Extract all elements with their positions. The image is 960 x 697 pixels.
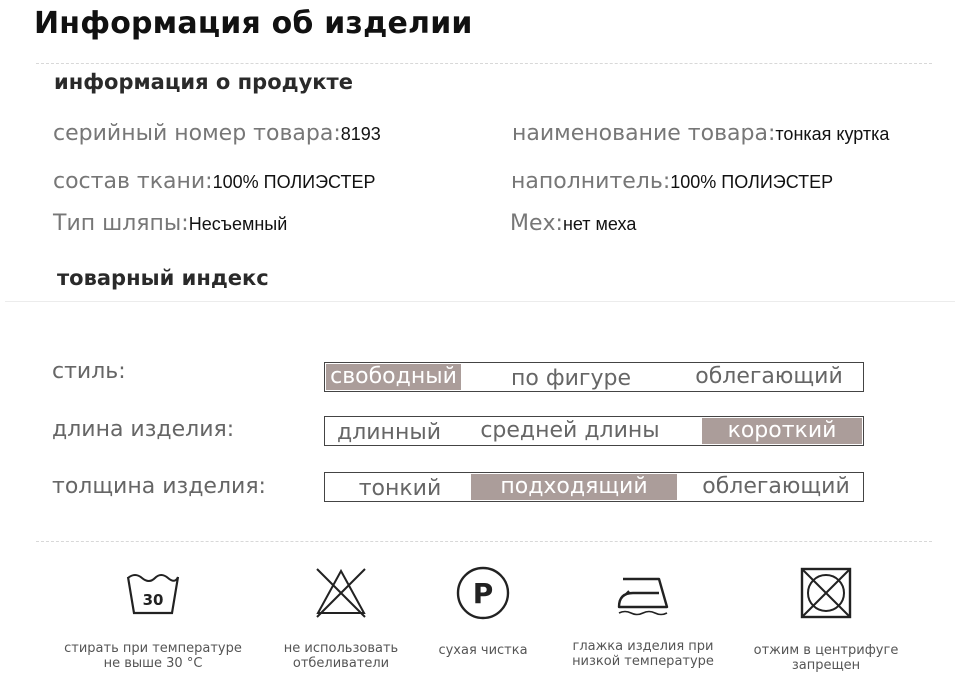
length-scale [324,416,864,446]
care-iron-low [543,565,743,669]
dry-clean-letter: P [472,577,494,610]
wash-30-icon [126,565,180,619]
thickness-option-thick: облегающий [702,474,850,499]
style-option-slim: облегающий [695,364,843,389]
thickness-scale [324,472,864,502]
thickness-option-thin: тонкий [358,476,442,501]
fur-value: нет меха [562,214,637,234]
product-info-heading: информация о продукте [54,70,353,94]
style-option-fitted: по фигуре [510,366,632,391]
serial-number-value: 8193 [340,124,381,144]
length-option-medium: средней длины [480,418,660,443]
fur-field [510,211,636,236]
style-scale [324,362,864,392]
product-name-field [512,121,889,146]
dry-clean-p-icon [455,565,511,621]
hood-type-field [53,211,287,236]
fur-label: Мех: [510,211,563,236]
no-tumble-dry-icon [798,565,854,621]
style-label: стиль: [52,359,126,384]
care-caption: не использовать отбеливатели [283,641,399,671]
length-option-short: короткий [702,418,862,444]
wash-temp-number: 30 [142,591,164,609]
care-caption: отжим в центрифуге запрещен [753,643,899,673]
product-name-value: тонкая куртка [775,124,890,144]
product-index-heading: товарный индекс [57,266,269,290]
serial-number-field [53,121,381,146]
thickness-option-medium: подходящий [471,474,677,500]
fabric-field [53,169,375,194]
page-title: Информация об изделии [34,6,473,41]
fabric-label: состав ткани: [53,169,213,194]
care-caption: сухая чистка [438,643,528,658]
care-caption: стирать при температуре не выше 30 °C [64,641,242,671]
care-no-tumble [726,565,926,673]
serial-number-label: серийный номер товара: [53,121,341,146]
product-name-label: наименование товара: [512,121,776,146]
hood-type-value: Несъемный [188,214,288,234]
fabric-value: 100% ПОЛИЭСТЕР [212,172,376,192]
filler-value: 100% ПОЛИЭСТЕР [670,172,834,192]
thickness-label: толщина изделия: [52,474,266,499]
hood-type-label: Тип шляпы: [53,211,189,236]
divider [36,63,932,64]
style-option-loose: свободный [326,364,461,390]
no-bleach-icon [314,565,368,619]
filler-field [511,169,833,194]
divider [36,541,932,542]
filler-label: наполнитель: [511,169,671,194]
length-option-long: длинный [336,420,441,445]
length-label: длина изделия: [52,417,235,442]
iron-low-icon [615,565,671,617]
care-caption: глажка изделия при низкой температуре [572,639,714,669]
care-wash-30 [53,565,253,671]
divider [5,301,955,302]
